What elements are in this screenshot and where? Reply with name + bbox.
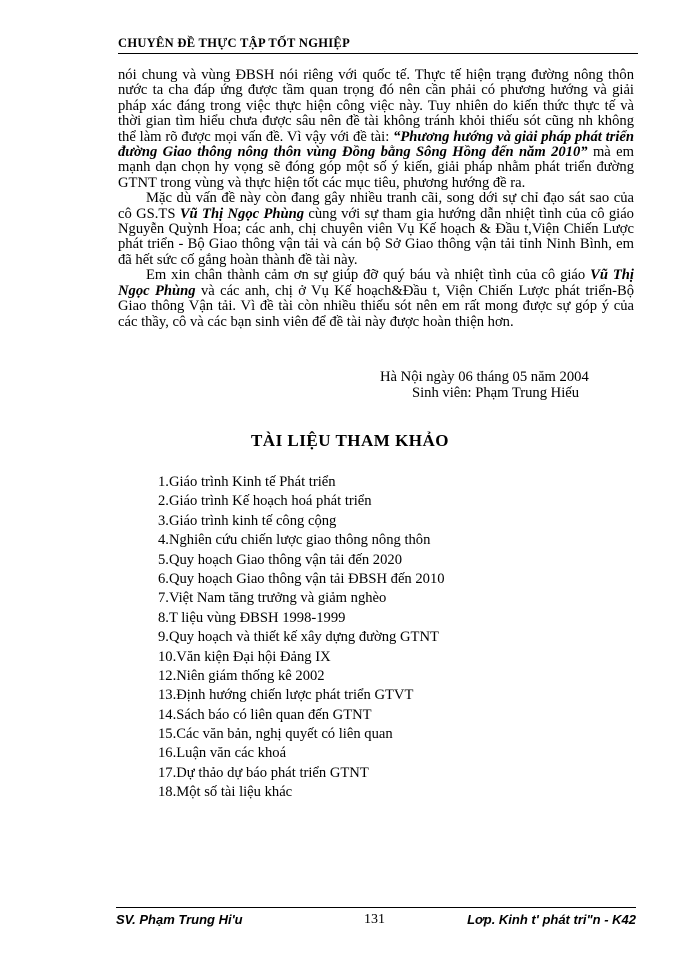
paragraph-1 <box>118 68 634 191</box>
reference-item: 9.Quy hoạch và thiết kế xây dựng đường GTNT <box>158 629 439 646</box>
reference-item: 1.Giáo trình Kinh tế Phát triển <box>158 474 336 490</box>
footer-divider <box>116 907 636 908</box>
page-footer <box>116 912 636 932</box>
paragraph-2 <box>118 191 634 268</box>
paragraph-1-text-a: nói chung và vùng ĐBSH nói riêng với quốc tế. Thực tế hiện trạng đường nông thôn nước ta cha đáp ứng được tầm quan trọng đó nên cần phải có phương hướng và giải pháp xác đáng trong việc thực hiện công việc này. Tuy nhiên do kiến thức thực tế và thời gian tìm hiểu chưa được sâu nên đề tài không tránh khỏi thiếu sót cũng nh không thể làm rõ được mọi vấn đề. Vì vậy với đề tài: <box>118 67 634 145</box>
references-list <box>158 473 445 803</box>
paragraph-1-text-b: mà em mạnh dạn chọn hy vọng sẽ đóng góp một số ý kiến, giải pháp nhằm phát triển đường GTNT trong vùng và thực hiện tốt các mục tiêu, phương hướng đề ra. <box>118 144 634 191</box>
reference-item: 10.Văn kiện Đại hội Đảng IX <box>158 648 331 665</box>
page-number: 131 <box>364 912 385 927</box>
reference-item: 5.Quy hoạch Giao thông vận tải đến 2020 <box>158 551 402 568</box>
paragraph-3 <box>118 268 634 330</box>
reference-item: 2.Giáo trình Kế hoạch hoá phát triển <box>158 493 372 510</box>
reference-item: 7.Việt Nam tăng trưởng và giảm nghèo <box>158 590 387 607</box>
reference-item: 6.Quy hoạch Giao thông vận tải ĐBSH đến 2010 <box>158 570 445 587</box>
paragraph-2-text-a: Mặc dù vấn đề này còn đang gây nhiều tranh cãi, song dới sự chỉ đạo sát sao của cô GS.TS <box>118 190 634 222</box>
reference-item: 17.Dự thảo dự báo phát triển GTNT <box>158 764 369 781</box>
signature-date: Hà Nội ngày 06 tháng 05 năm 2004 <box>380 369 589 385</box>
footer-class: Lơp. Kinh t' phát tri"n - K42 <box>467 912 636 927</box>
reference-item: 15.Các văn bản, nghị quyết có liên quan <box>158 726 393 743</box>
reference-item: 13.Định hướng chiến lược phát triển GTVT <box>158 687 414 704</box>
advisor-name: Vũ Thị Ngọc Phùng <box>179 205 305 222</box>
reference-item: 12.Niên giám thống kê 2002 <box>158 667 325 684</box>
reference-item: 16.Luận văn các khoá <box>158 745 287 762</box>
references-title: TÀI LIỆU THAM KHẢO <box>250 431 450 450</box>
reference-item: 14.Sách báo có liên quan đến GTNT <box>158 706 372 723</box>
advisor-name: Vũ Thị Ngọc Phùng <box>118 267 634 299</box>
reference-item: 4.Nghiên cứu chiến lược giao thông nông thôn <box>158 532 431 549</box>
thesis-title: “Phương hướng và giải pháp phát triển đường Giao thông nông thôn vùng Đồng bằng Sông Hồng đến năm 2010” <box>118 128 634 161</box>
page-header: CHUYÊN ĐỀ THỰC TẬP TỐT NGHIỆP <box>118 36 638 54</box>
signature-block <box>380 369 589 401</box>
reference-item: 3.Giáo trình kinh tế công cộng <box>158 512 337 529</box>
reference-item: 18.Một số tài liệu khác <box>158 784 293 801</box>
paragraph-3-text-a: Em xin chân thành cảm ơn sự giúp đỡ quý báu và nhiệt tình của cô giáo <box>146 267 591 284</box>
paragraph-3-text-b: và các anh, chị ở Vụ Kế hoạch&Đầu t, Viện Chiến Lược phát triển-Bộ Giao thông Vận tải. Vì đề tài còn nhiều thiếu sót nên em rất mong được sự góp ý của các thầy, cô và các bạn sinh viên để đề tài này được hoàn thiện hơn. <box>118 282 635 330</box>
reference-item: 8.T liệu vùng ĐBSH 1998-1999 <box>158 609 346 626</box>
signature-student: Sinh viên: Phạm Trung Hiếu <box>412 385 580 401</box>
footer-student: SV. Phạm Trung Hi'u <box>116 912 243 927</box>
body-text <box>118 68 634 330</box>
paragraph-2-text-b: cùng với sự tham gia hướng dẫn nhiệt tình của cô giáo Nguyễn Quỳnh Hoa; các anh, chị chuyên viên Vụ Kế hoạch & Đầu t,Viện Chiến Lược phát triển - Bộ Giao thông vận tải và cán bộ Sở Giao thông vận tải tỉnh Ninh Bình, em đã hết sức cố gắng hoàn thành đề tài này. <box>118 205 634 268</box>
